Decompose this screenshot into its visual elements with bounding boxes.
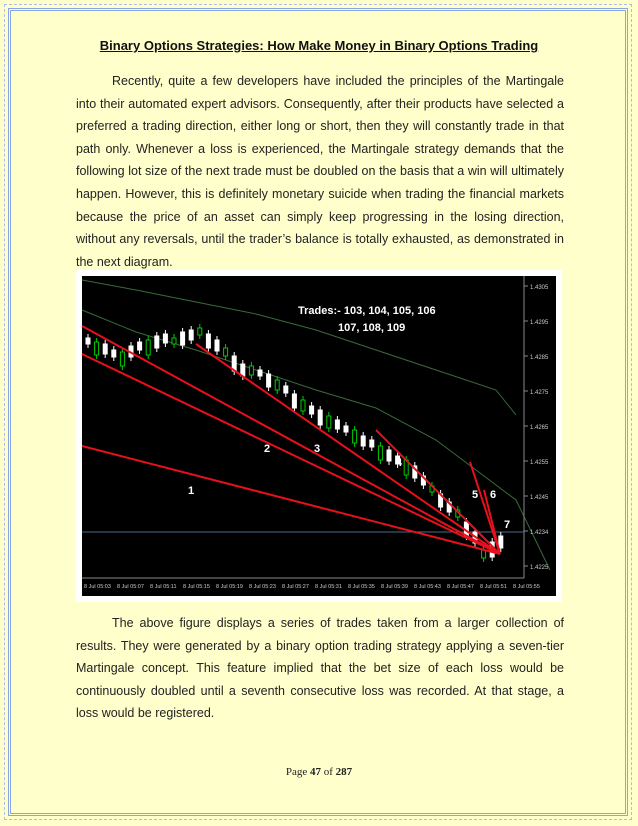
time-tick-label: 8 Jul 05:07 [117,584,144,590]
candle-body [181,332,185,345]
time-tick-label: 8 Jul 05:23 [249,584,276,590]
explanation-paragraph: The above figure displays a series of trades taken from a larger collection of results. They were generated by a binary option trading strategy applying a seven-tier Martingale concept. This feature implied that the bet size of each loss would be continuously doubled until a seventh consecutive loss was recorded. At that stage, a loss would be registered. [76,616,564,721]
candle-body [284,386,288,393]
candle-body [275,380,279,390]
candle-body [361,436,365,446]
candle-body [387,450,391,461]
time-tick-label: 8 Jul 05:19 [216,584,243,590]
candle-body [482,550,486,558]
candle-body [198,328,202,335]
chart-plot-background [82,276,556,596]
price-tick-label: 1.4255 [530,460,549,466]
candle-body [378,446,382,460]
time-tick-label: 8 Jul 05:47 [447,584,474,590]
price-tick-label: 1.4265 [530,425,549,431]
trade-label-3: 3 [314,443,321,455]
candle-body [267,374,271,387]
trade-label-7: 7 [504,519,511,531]
intro-paragraph: Recently, quite a few developers have included the principles of the Martingale into their automated expert advisors. Consequently, after their products have selected a preferred a trading direction, either long or short, then they will constantly trade in that path only. Whenever a loss is experienced, the Martingale strategy demands that the following lot size of the next trade must be doubled on the basis that a win will ultimately happen. However, this is definitely monetary suicide when trading the financial markets because the price of an asset can simply keep progressing in the losing direction, without any reversals, until the trader’s balance is totally exhausted, as demonstrated in the next diagram. [76,74,564,269]
price-tick-label: 1.4225 [530,565,549,571]
candle-body [335,420,339,429]
candle-body [86,338,90,344]
candle-body [327,416,331,428]
time-tick-label: 8 Jul 05:43 [414,584,441,590]
time-tick-label: 8 Jul 05:03 [84,584,111,590]
trade-label-5: 5 [472,489,479,501]
candle-body [353,430,357,443]
price-tick-label: 1.4245 [530,495,549,501]
price-tick-label: 1.4234 [530,530,549,536]
time-tick-label: 8 Jul 05:27 [282,584,309,590]
candle-body [112,350,116,357]
trade-label-6: 6 [490,489,497,501]
candle-body [172,338,176,344]
time-tick-label: 8 Jul 05:39 [381,584,408,590]
candle-body [206,334,210,348]
martingale-chart [76,270,562,602]
page-title: Binary Options Strategies: How Make Money in Binary Options Trading [99,38,539,53]
trade-label-2: 2 [264,443,271,455]
candle-body [120,352,124,366]
candle-body [318,410,322,425]
candle-body [310,406,314,414]
page-label: Page [285,766,308,778]
price-tick-label: 1.4295 [530,320,549,326]
price-tick-label: 1.4275 [530,390,549,396]
trade-label-4: 4 [396,457,403,469]
trades-annotation-line2: 107, 108, 109 [338,322,406,334]
candle-body [224,348,228,356]
candle-body [155,336,159,348]
candle-body [189,330,193,340]
candle-body [163,334,167,343]
candle-body [292,394,296,408]
page-footer [0,766,638,778]
candle-body [258,370,262,376]
candle-body [370,440,374,447]
candle-body [138,342,142,350]
trades-annotation-line1: Trades:- 103, 104, 105, 106 [298,305,436,317]
candle-body [146,340,150,355]
time-tick-label: 8 Jul 05:35 [348,584,375,590]
page-number: 47 [309,766,321,778]
martingale-chart-figure [76,270,562,602]
price-tick-label: 1.4285 [530,355,549,361]
candle-body [344,426,348,432]
price-tick-label: 1.4305 [530,285,549,291]
time-tick-label: 8 Jul 05:15 [183,584,210,590]
page-total: 287 [335,766,353,778]
time-tick-label: 8 Jul 05:51 [480,584,507,590]
time-tick-label: 8 Jul 05:31 [315,584,342,590]
candle-body [301,400,305,411]
time-tick-label: 8 Jul 05:55 [513,584,540,590]
trade-label-1: 1 [188,485,195,497]
candle-body [499,536,503,548]
candle-body [103,344,107,354]
page-of: of [323,766,333,778]
candle-body [95,342,99,355]
time-tick-label: 8 Jul 05:11 [150,584,177,590]
candle-body [249,366,253,375]
candle-body [215,340,219,351]
